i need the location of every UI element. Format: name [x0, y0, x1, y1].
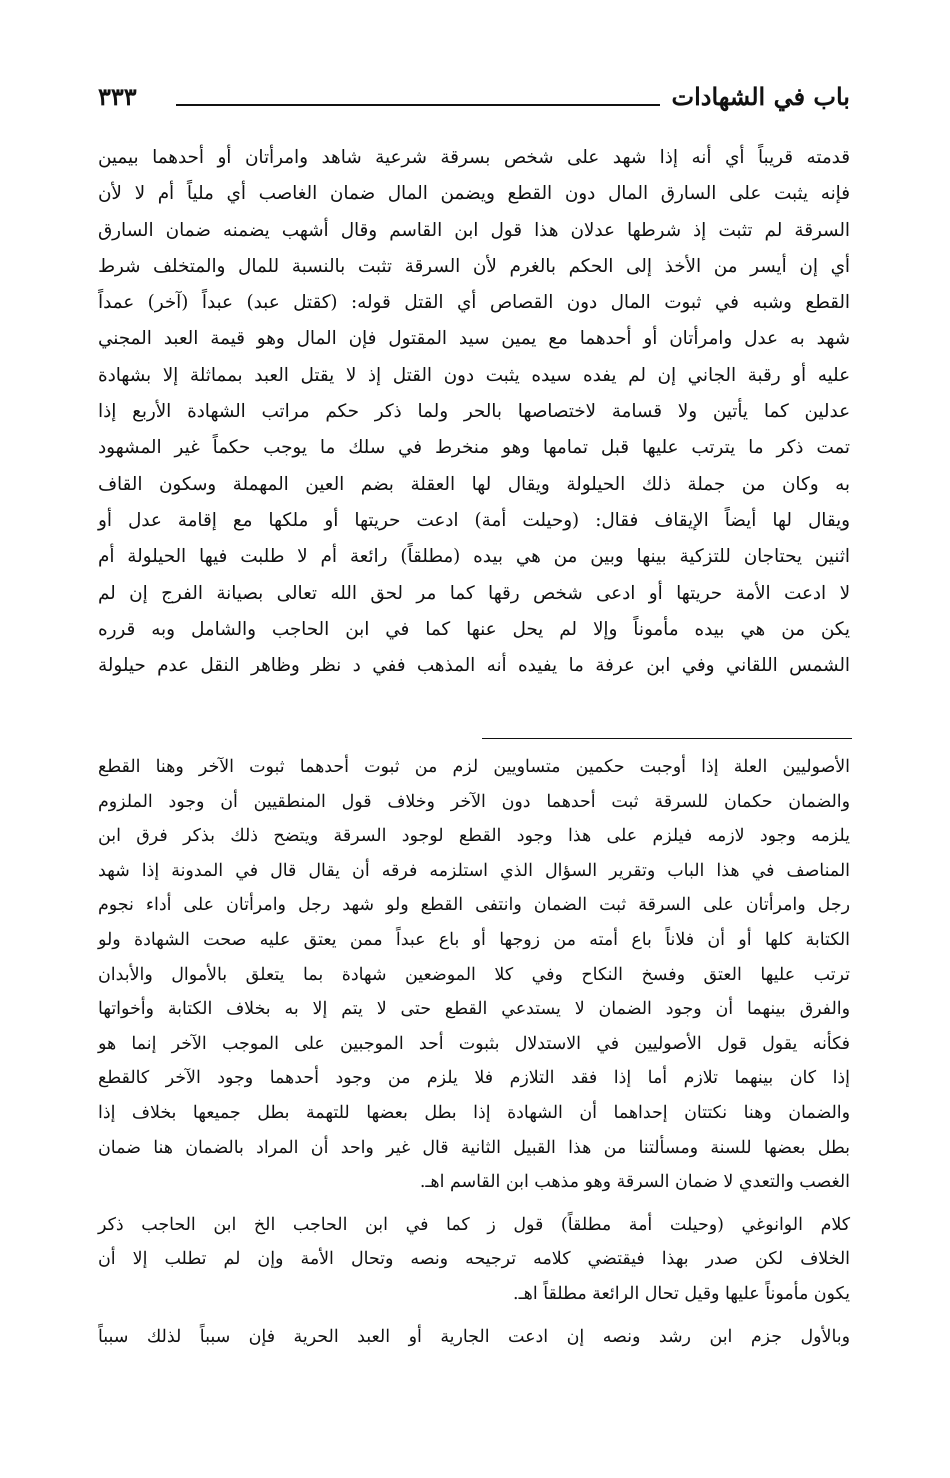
footnote-line: بطل بعضها للسنة ومسألتنا من هذا القبيل الثانية قال غير واحد أن المراد بالضمان هنا ضمان	[98, 1137, 850, 1158]
text-line: لا ادعت الأمة حريتها أو ادعى شخص رقها كما مر لحق الله تعالى بصيانة الفرج إن لم	[98, 582, 850, 604]
footnote-line: ترتب عليها العتق وفسخ النكاح وفي كلا الموضعين شهادة بما يتعلق بالأموال والأبدان	[98, 964, 850, 985]
text-line: عدلين كما يأتين ولا قسامة لاختصاصها بالحر ولما ذكر حكم مراتب الشهادة الأربع إذا	[98, 401, 850, 423]
footnote-line: كلام الوانوغي (وحيلت أمة مطلقاً) قول ز كما في ابن الحاجب الخ ابن الحاجب ذكر	[98, 1214, 850, 1235]
text-line: يكن من هي بيده مأموناً وإلا لم يحل عنها كما في ابن الحاجب والشامل وبه قرره	[98, 618, 850, 640]
text-line: فإنه يثبت على السارق المال دون القطع ويضمن المال ضمان الغاصب أي ملياً أم لا لأن	[98, 183, 850, 205]
footnote-line: الخلاف لكن صدر بهذا فيقتضي كلامه ترجيحه ونصه وتحال الأمة وإن لم تطلب إلا أن	[98, 1249, 850, 1270]
footnote-line: وبالأول جزم ابن رشد ونصه إن ادعت الجارية أو العبد الحرية فإن سبباً لذلك سبباً	[98, 1326, 850, 1347]
text-line: القطع وشبه في ثبوت المال دون القصاص أي القتل قوله: (كقتل عبد) عبداً (آخر) عمداً	[98, 292, 850, 314]
page-number: ٣٣٣	[98, 82, 137, 111]
footnote-line: إذا كان بينهما تلازم أما إذا فقد التلازم فلا يلزم من وجود أحدهما وجود الآخر كالقطع	[98, 1068, 850, 1089]
paragraph-gap	[98, 1200, 850, 1208]
text-line: السرقة لم تثبت إذ شرطها عدلان هذا قول ابن القاسم وقال أشهب يضمنه ضمان السارق	[98, 219, 850, 241]
footnote-separator	[482, 738, 852, 739]
footnote-line: يلزمه وجود لازمه فيلزم على هذا وجود القطع لوجود السرقة ويتضح ذلك بذكر فرق ابن	[98, 826, 850, 847]
footnote-line: فكأنه يقول قول الأصوليين في الاستدلال بثبوت أحد الموجبين على الموجب الآخر إنما هو	[98, 1033, 850, 1054]
text-line: قدمته قريباً أي أنه إذا شهد على شخص بسرقة شرعية شاهد وامرأتان أو أحدهما بيمين	[98, 147, 850, 168]
text-line: تمت ذكر ما يترتب عليها قبل تمامها وهو منخرط في سلك ما يوجب حكماً غير المشهود	[98, 437, 850, 459]
text-line: به وكان من جملة ذلك الحيلولة ويقال لها العقلة بضم العين المهملة وسكون القاف	[98, 473, 850, 495]
main-text	[98, 140, 850, 684]
footnote-line: الكتابة كلها أو أن فلاناً باع أمته من زوجها أو باع عبداً ممن يعتق عليه صحت الشهادة ولو	[98, 929, 850, 950]
page-header	[98, 82, 850, 122]
footnote-line: المناصف في هذا الباب وتقرير السؤال الذي استلزمه فرقه أن يقال قال في المدونة إذا شهد	[98, 860, 850, 881]
text-line: الشمس اللقاني وفي ابن عرفة ما يفيده أنه المذهب ففي د نظر وظاهر النقل عدم حيلولة	[98, 655, 850, 677]
text-line: شهد به عدل وامرأتان أو أحدهما مع يمين سيد المقتول فإن المال وهو قيمة العبد المجني	[98, 328, 850, 350]
footnote-line: الغصب والتعدي لا ضمان السرقة وهو مذهب ابن القاسم اهـ.	[419, 1172, 850, 1193]
text-line: عليه أو رقبة الجاني إن لم يفده سيده يثبت دون القتل إذ لا يقتل العبد بمماثلة إلا بشهادة	[98, 364, 850, 386]
text-line: أي إن أيسر من الأخذ إلى الحكم بالغرم لأن السرقة تثبت بالنسبة للمال والمتخلف شرط	[98, 255, 850, 277]
chapter-title: باب في الشهادات	[671, 82, 850, 111]
footnote-line: والضمان وهنا نكتتان إحداهما أن الشهادة إذا بطل بعضها للتهمة بطل جميعها بخلاف إذا	[98, 1102, 850, 1123]
footnote-line: والضمان حكمان للسرقة ثبت أحدهما دون الآخر وخلاف قول المنطقيين أن وجود الملزوم	[98, 791, 850, 812]
footnote-line: يكون مأموناً عليها وقيل تحال الرائعة مطلقاً اهـ.	[513, 1283, 850, 1304]
text-line: ويقال لها أيضاً الإيقاف فقال: (وحيلت أمة) ادعت حريتها أو ملكها مع إقامة عدل أو	[98, 509, 850, 531]
header-rule	[176, 104, 660, 106]
footnote-line: والفرق بينهما أن وجود الضمان لا يستدعي القطع حتى لا يتم إلا به بخلاف الكتابة وأخواتها	[98, 999, 850, 1020]
text-line: اثنين يحتاجان للتزكية بينها وبين من هي بيده (مطلقاً) رائعة أم لا طلبت فيها الحيلولة أم	[98, 546, 850, 568]
footnote-line: الأصوليين العلة إذا أوجبت حكمين متساويين لزم من ثبوت أحدهما ثبوت الآخر وهنا القطع	[98, 757, 850, 777]
paragraph-gap	[98, 1312, 850, 1320]
footnote-line: رجل وامرأتان على السرقة ثبت الضمان وانتفى القطع ولو شهد رجل وامرأتان على أداء نجوم	[98, 895, 850, 916]
footnotes	[98, 750, 850, 1354]
